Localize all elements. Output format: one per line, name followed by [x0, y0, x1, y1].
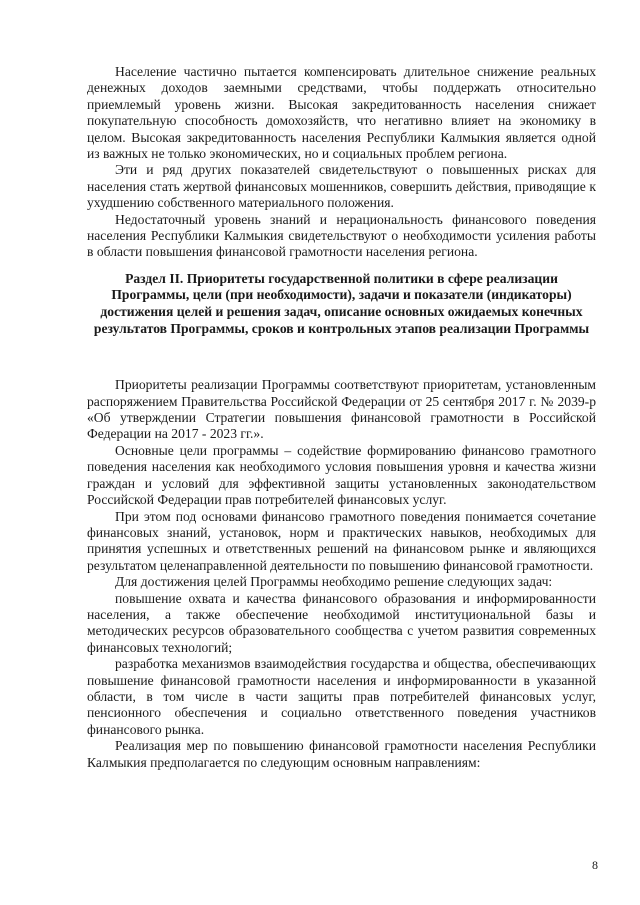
paragraph: При этом под основами финансово грамотного поведения понимается сочетание финансовых знаний, установок, норм и практических навыков, необходимых для принятия успешных и ответственных решений на финансовом рынке и являющихся результатом целенаправленной деятельности по повышению финансовой грамотности. — [87, 508, 596, 573]
paragraph: Приоритеты реализации Программы соответствуют приоритетам, установленным распоряжением Правительства Российской Федерации от 25 сентября 2017 г. № 2039-р «Об утверждении Стратегии повышения финансовой грамотности в Российской Федерации на 2017 - 2023 гг.». — [87, 377, 596, 442]
paragraph: Основные цели программы – содействие формированию финансово грамотного поведения населения как необходимого условия повышения уровня и качества жизни граждан и условий для эффективной защиты установленных законодательством Российской Федерации прав потребителей финансовых услуг. — [87, 442, 596, 508]
paragraph: Реализация мер по повышению финансовой грамотности населения Республики Калмыкия предполагается по следующим основным направлениям: — [87, 738, 596, 770]
paragraph: Недостаточный уровень знаний и нерациональность финансового поведения населения Республики Калмыкия свидетельствуют о необходимости усиления работы в области повышения финансовой грамотности населения региона. — [87, 211, 596, 260]
paragraph: Население частично пытается компенсировать длительное снижение реальных денежных доходов заемными средствами, чтобы поддержать относительно приемлемый уровень жизни. Высокая закредитованность населения снижает покупательную способность домохозяйств, что негативно влияет на экономику в целом. Высокая закредитованность населения Республики Калмыкия является одной из важных не только экономических, но и социальных проблем региона. — [87, 64, 596, 162]
paragraph: повышение охвата и качества финансового образования и информированности населения, а также обеспечение необходимой институциональной базы и методических ресурсов образовательного сообщества с учетом развития современных финансовых технологий; — [87, 590, 596, 655]
heading-spacer — [87, 337, 596, 377]
priorities-section — [87, 377, 596, 771]
intro-section — [87, 64, 596, 261]
page-number: 8 — [592, 858, 598, 872]
paragraph: Эти и ряд других показателей свидетельствуют о повышенных рисках для населения стать жертвой финансовых мошенников, совершить действия, приводящие к ухудшению собственного материального положения. — [87, 162, 596, 211]
paragraph: разработка механизмов взаимодействия государства и общества, обеспечивающих повышение финансовой грамотности населения и информированности в указанной области, в том числе в части защиты прав потребителей финансовых услуг, пенсионного обеспечения и социально ответственного поведения участников финансового рынка. — [87, 656, 596, 737]
paragraph: Для достижения целей Программы необходимо решение следующих задач: — [115, 574, 553, 590]
section-heading: Раздел II. Приоритеты государственной политики в сфере реализации Программы, цели (при необходимости), задачи и показатели (индикаторы) достижения целей и решения задач, описание основных ожидаемых конечных результатов Программы, сроков и контрольных этапов реализации Программы — [93, 270, 590, 336]
